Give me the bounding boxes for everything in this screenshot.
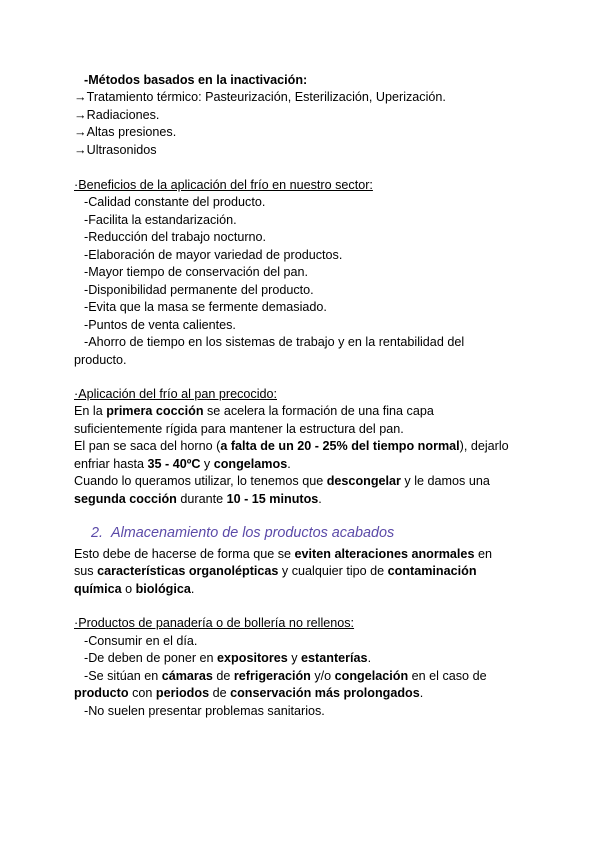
inactivation-methods-title: -Métodos basados en la inactivación: bbox=[84, 73, 308, 87]
list-item: -Evita que la masa se fermente demasiado. bbox=[84, 300, 327, 314]
list-item: -Elaboración de mayor variedad de productos. bbox=[84, 248, 343, 262]
list-item: -Facilita la estandarización. bbox=[84, 213, 237, 227]
unfilled-products-heading: ·Productos de panadería o de bollería no rellenos: bbox=[74, 616, 355, 630]
paragraph-line: Cuando lo queramos utilizar, lo tenemos que descongelar y le damos una bbox=[74, 474, 490, 488]
list-item: -Calidad constante del producto. bbox=[84, 195, 266, 209]
section-heading: 2. Almacenamiento de los productos acabados bbox=[91, 525, 395, 541]
paragraph-line: suficientemente rígida para mantener la estructura del pan. bbox=[74, 422, 404, 436]
benefits-heading: ·Beneficios de la aplicación del frío en nuestro sector: bbox=[74, 178, 373, 192]
list-item: -Reducción del trabajo nocturno. bbox=[84, 230, 267, 244]
paragraph-line: En la primera cocción se acelera la formación de una fina capa bbox=[74, 404, 434, 418]
list-item: →Altas presiones. bbox=[74, 125, 177, 139]
list-item: -No suelen presentar problemas sanitarios. bbox=[84, 704, 325, 718]
list-item-continuation: producto con periodos de conservación más prolongados. bbox=[74, 686, 424, 700]
list-item: →Tratamiento térmico: Pasteurización, Esterilización, Uperización. bbox=[74, 90, 446, 104]
list-item: -Ahorro de tiempo en los sistemas de trabajo y en la rentabilidad del bbox=[84, 335, 465, 349]
list-item: →Radiaciones. bbox=[74, 108, 160, 122]
list-item: -Puntos de venta calientes. bbox=[84, 318, 236, 332]
paragraph-line: Esto debe de hacerse de forma que se eviten alteraciones anormales en bbox=[74, 547, 492, 561]
list-item-continuation: producto. bbox=[74, 353, 127, 367]
list-item: -Mayor tiempo de conservación del pan. bbox=[84, 265, 309, 279]
paragraph-line: sus características organolépticas y cualquier tipo de contaminación bbox=[74, 564, 477, 578]
list-item: -Disponibilidad permanente del producto. bbox=[84, 283, 314, 297]
paragraph-line: segunda cocción durante 10 - 15 minutos. bbox=[74, 492, 322, 506]
list-item: -Consumir en el día. bbox=[84, 634, 198, 648]
paragraph-line: enfriar hasta 35 - 40ºC y congelamos. bbox=[74, 457, 291, 471]
list-item: -De deben de poner en expositores y estanterías. bbox=[84, 651, 372, 665]
paragraph-line: El pan se saca del horno (a falta de un 20 - 25% del tiempo normal), dejarlo bbox=[74, 439, 509, 453]
precooked-bread-heading: ·Aplicación del frío al pan precocido: bbox=[74, 387, 278, 401]
list-item: →Ultrasonidos bbox=[74, 143, 157, 157]
paragraph-line: química o biológica. bbox=[74, 582, 195, 596]
list-item: -Se sitúan en cámaras de refrigeración y/o congelación en el caso de bbox=[84, 669, 487, 683]
